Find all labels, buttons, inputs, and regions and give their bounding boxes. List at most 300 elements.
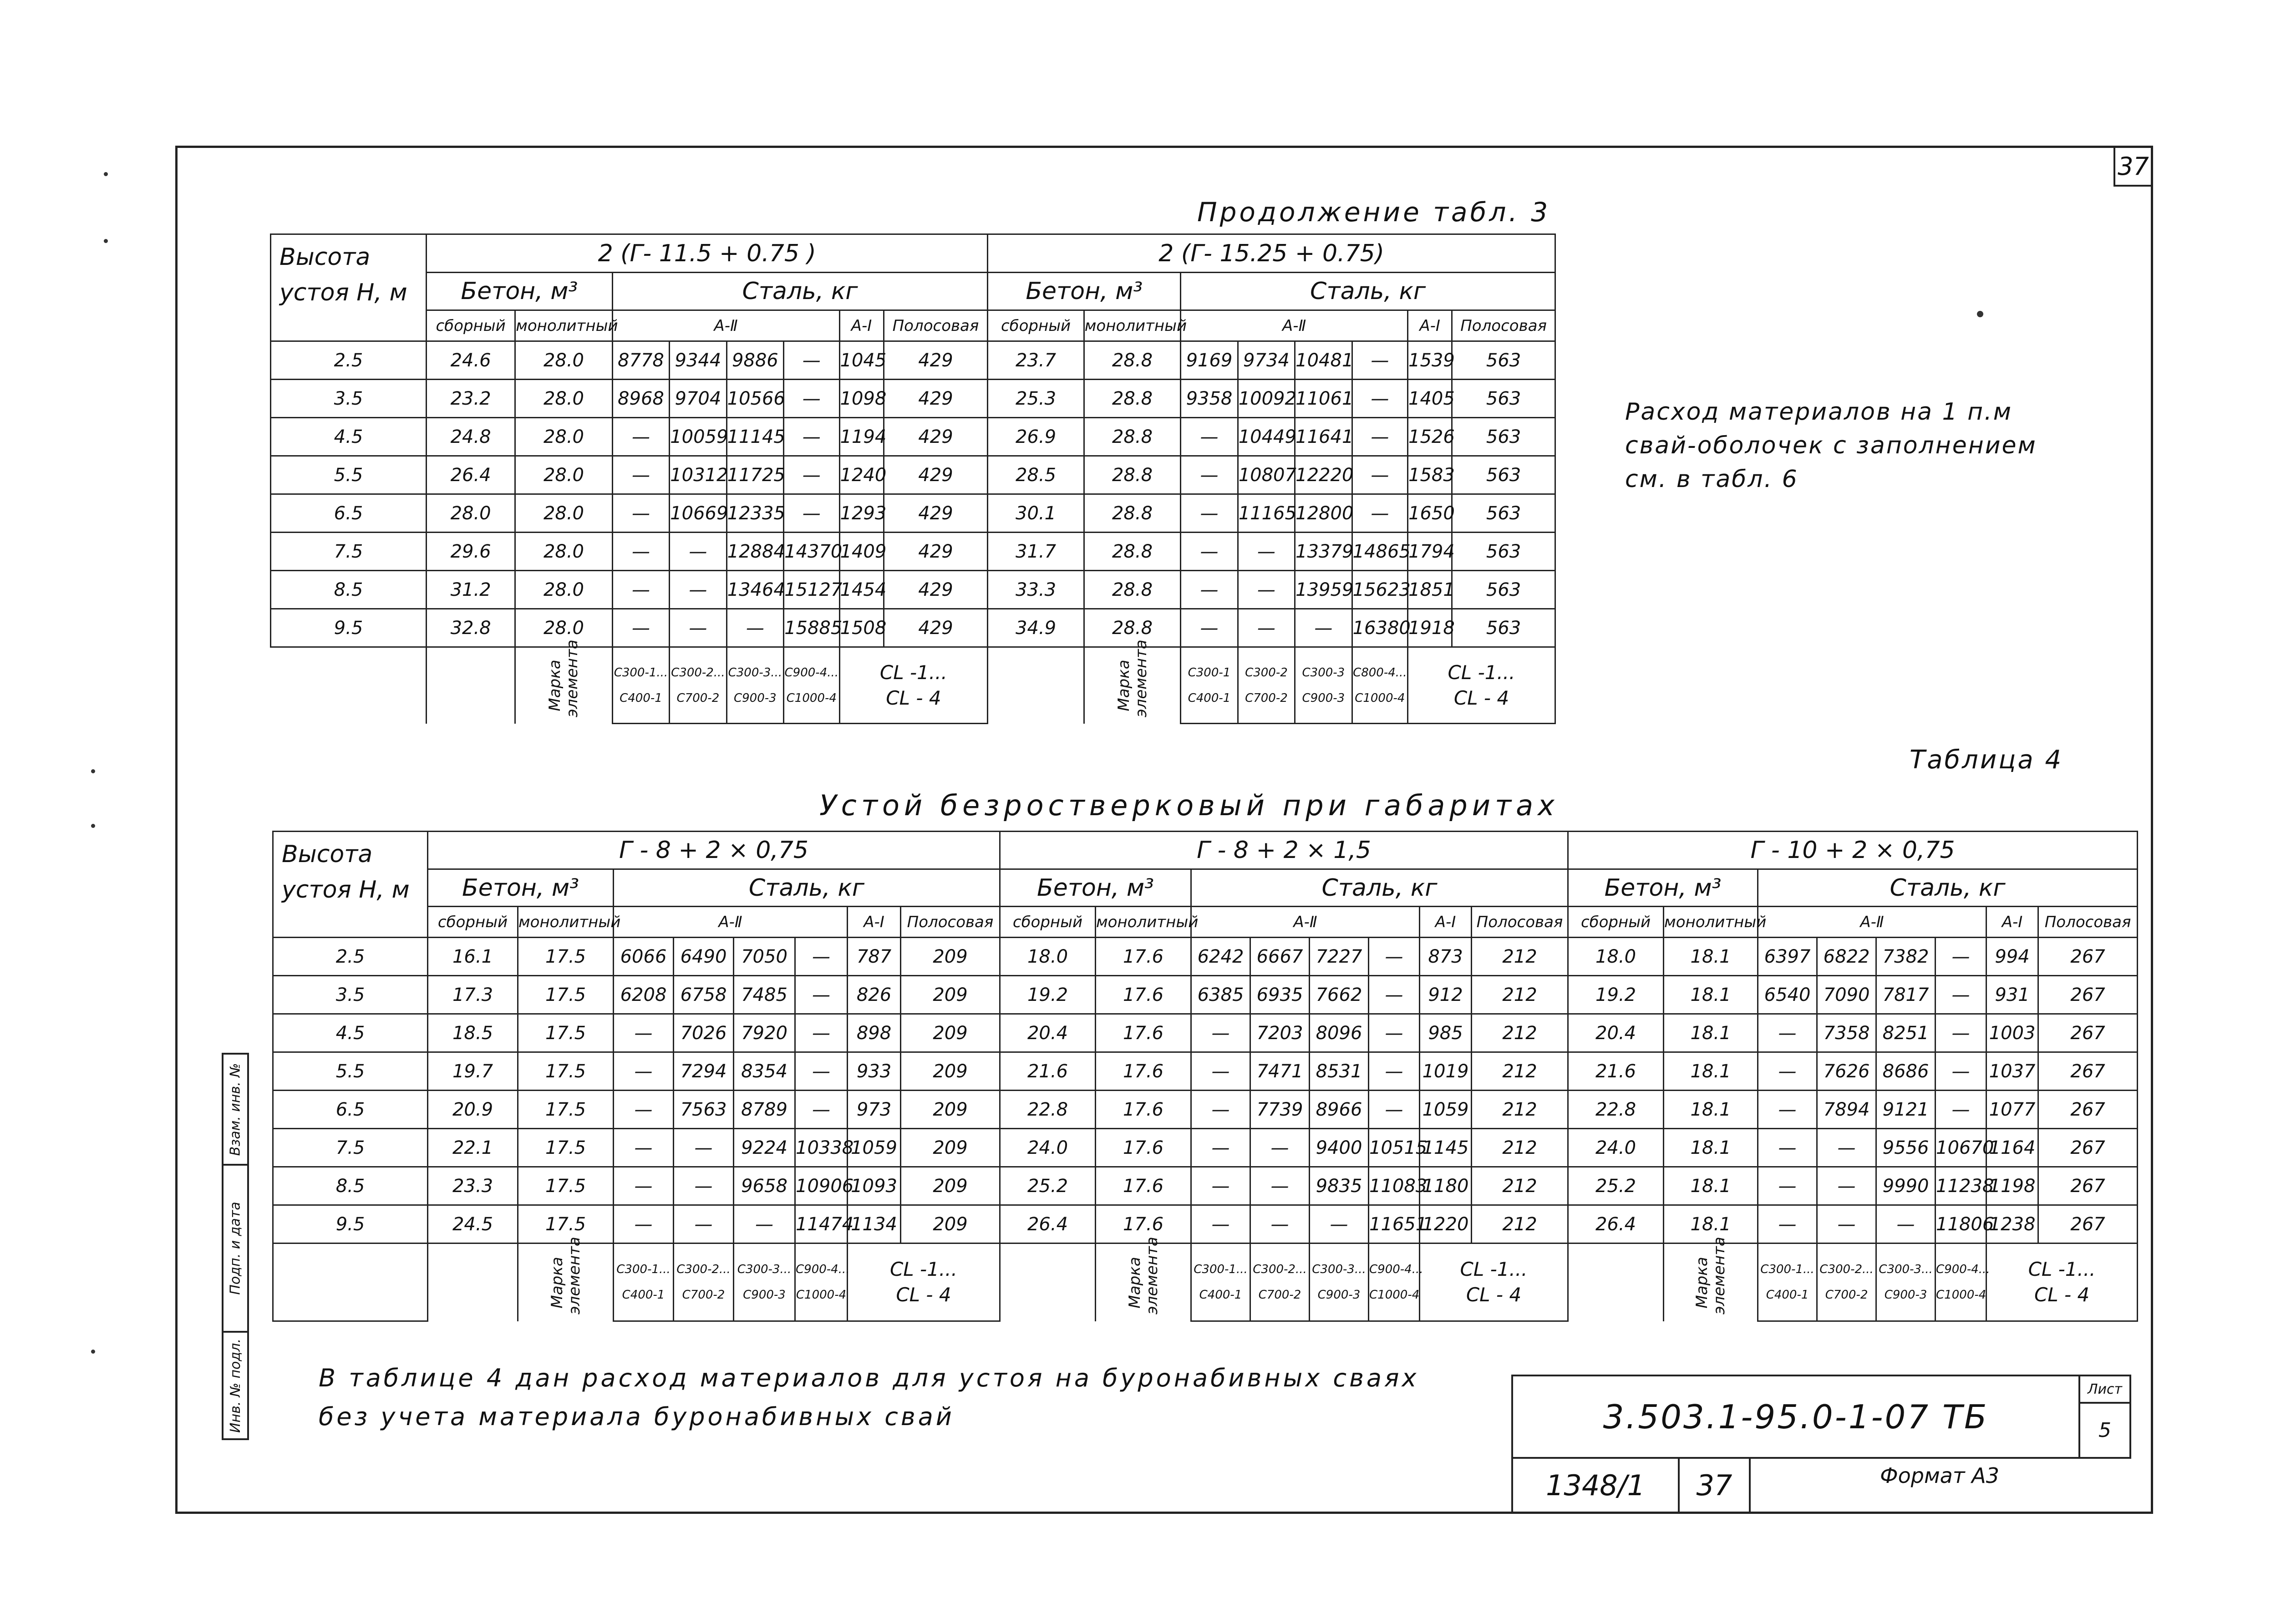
table4-mark-2: С300-3... С900-3 (1310, 1243, 1369, 1321)
table4-value-cell: — (1369, 976, 1420, 1014)
table4-title: Устой безростверковый при габаритах (819, 789, 1559, 822)
page-number: 37 (1678, 1457, 1751, 1514)
table3-polos-1: Полосовая (884, 310, 988, 341)
table4-polos-3: Полосовая (2038, 907, 2138, 938)
side-note (1625, 395, 2037, 496)
table3-value-cell: — (612, 533, 669, 571)
table4-group1: Г - 8 + 2 × 0,75 (428, 832, 1000, 869)
table4-value-cell: — (674, 1129, 734, 1167)
table3-height-cell: 8.5 (271, 571, 427, 609)
table4-value-cell: 17.6 (1096, 1129, 1191, 1167)
table3-row (271, 380, 1555, 418)
table3-height-cell: 6.5 (271, 494, 427, 533)
table3-value-cell: — (784, 456, 839, 494)
table4-value-cell: 1003 (1986, 1014, 2038, 1052)
table3-sborny-1: сборный (426, 310, 515, 341)
table3-caption: Продолжение табл. 3 (1197, 197, 1551, 228)
table4-value-cell: 7920 (734, 1014, 795, 1052)
table4-value-cell: 23.3 (428, 1167, 518, 1205)
table4-value-cell: 7894 (1817, 1091, 1876, 1129)
table3-value-cell: 26.4 (426, 456, 515, 494)
table3-height-cell: 3.5 (271, 380, 427, 418)
table4-value-cell: — (1758, 1014, 1817, 1052)
table3-value-cell: 429 (884, 456, 988, 494)
table4-value-cell: — (1191, 1205, 1250, 1243)
table4-value-cell: — (1936, 1091, 1986, 1129)
table4-sborny-2: сборный (1000, 907, 1096, 938)
table4-value-cell: 1145 (1420, 1129, 1472, 1167)
table3-value-cell: 9734 (1238, 341, 1295, 380)
table4-value-cell: 18.1 (1664, 1052, 1758, 1091)
table4-value-cell: 267 (2038, 1091, 2138, 1129)
table4-value-cell: 1059 (848, 1129, 901, 1167)
table4-value-cell: 17.6 (1096, 938, 1191, 976)
table3-value-cell: — (1181, 609, 1238, 647)
table3-value-cell: 429 (884, 494, 988, 533)
table4-value-cell: — (614, 1052, 674, 1091)
table4-value-cell: 912 (1420, 976, 1472, 1014)
table4-value-cell: 973 (848, 1091, 901, 1129)
table4-value-cell: 7471 (1250, 1052, 1310, 1091)
table4-value-cell: 1238 (1986, 1205, 2038, 1243)
table3-value-cell: 12335 (726, 494, 783, 533)
table4-value-cell: 6066 (614, 938, 674, 976)
table4-value-cell: 19.7 (428, 1052, 518, 1091)
footnote-line: В таблице 4 дан расход материалов для устоя на буронабивных сваях (319, 1364, 1419, 1392)
table4-value-cell: — (674, 1167, 734, 1205)
footnote (319, 1359, 1419, 1436)
table3-value-cell: 28.0 (515, 609, 612, 647)
table4-value-cell: 7203 (1250, 1014, 1310, 1052)
table4-value-cell: 212 (1472, 1091, 1568, 1129)
table4-value-cell: 209 (901, 1052, 1000, 1091)
table4-value-cell: 17.5 (518, 1167, 614, 1205)
table3-value-cell: — (1181, 418, 1238, 456)
table3-value-cell: — (1181, 456, 1238, 494)
table4-value-cell: 18.1 (1664, 1129, 1758, 1167)
table3-value-cell: 563 (1452, 380, 1555, 418)
table4-value-cell: 17.5 (518, 976, 614, 1014)
table4-row (273, 1205, 2138, 1243)
table4-value-cell: — (614, 1205, 674, 1243)
scan-speck (91, 824, 95, 828)
table3-value-cell: 10481 (1295, 341, 1352, 380)
table3-row (271, 341, 1555, 380)
table3-value-cell: 9886 (726, 341, 783, 380)
table4-value-cell: 9835 (1310, 1167, 1369, 1205)
table3-value-cell: 13379 (1295, 533, 1352, 571)
table4-value-cell: 209 (901, 938, 1000, 976)
table4-stal-3: Сталь, кг (1758, 869, 2138, 907)
table4-value-cell: 6758 (674, 976, 734, 1014)
table4-mark-2: С900-4... С1000-4 (1369, 1243, 1420, 1321)
table3-value-cell: 16380 (1352, 609, 1407, 647)
table3-beton-2: Бетон, м³ (988, 273, 1181, 310)
table4-value-cell: 7739 (1250, 1091, 1310, 1129)
table4-value-cell: 994 (1986, 938, 2038, 976)
table3-value-cell: 33.3 (988, 571, 1084, 609)
table4-value-cell: 7294 (674, 1052, 734, 1091)
table3-monolit-2: монолитный (1084, 310, 1180, 341)
table3-value-cell: — (1352, 494, 1407, 533)
table4-mark: С900-4... С1000-4 (795, 1243, 848, 1321)
table4-value-cell: 18.1 (1664, 938, 1758, 976)
table4-value-cell: — (1758, 1052, 1817, 1091)
table4-a2-3: А-Ⅱ (1758, 907, 1986, 938)
table4-value-cell: 8686 (1876, 1052, 1936, 1091)
table4-height-cell: 2.5 (273, 938, 428, 976)
table4-value-cell: 17.5 (518, 1014, 614, 1052)
table4-value-cell: 11806 (1936, 1205, 1986, 1243)
table4-value-cell: 24.5 (428, 1205, 518, 1243)
table3-value-cell: 10566 (726, 380, 783, 418)
table3-value-cell: — (1181, 571, 1238, 609)
table3-row (271, 494, 1555, 533)
table3-a2-2: А-Ⅱ (1181, 310, 1408, 341)
table4-value-cell: — (1191, 1014, 1250, 1052)
table4-value-cell: — (795, 1014, 848, 1052)
table3-mark-2: С300-2 С700-2 (1238, 647, 1295, 724)
table3-value-cell: 1583 (1408, 456, 1452, 494)
table4-marka-3: Марка элемента (1693, 1237, 1729, 1314)
table3-value-cell: 9704 (670, 380, 726, 418)
table3-value-cell: 26.9 (988, 418, 1084, 456)
table4-value-cell: 267 (2038, 1129, 2138, 1167)
table4-stal-1: Сталь, кг (614, 869, 1000, 907)
table3-mark-2: С300-3 С900-3 (1295, 647, 1352, 724)
table4-value-cell: — (674, 1205, 734, 1243)
table4-value-cell: 7485 (734, 976, 795, 1014)
table4-value-cell: 212 (1472, 1052, 1568, 1091)
table4-polos-1: Полосовая (901, 907, 1000, 938)
table4-row (273, 976, 2138, 1014)
table4-height-cell: 7.5 (273, 1129, 428, 1167)
table3-value-cell: 429 (884, 571, 988, 609)
table3-value-cell: 1194 (839, 418, 884, 456)
table3-value-cell: 563 (1452, 533, 1555, 571)
table3-value-cell: 28.8 (1084, 494, 1180, 533)
table4-value-cell: — (1936, 1014, 1986, 1052)
table4-value-cell: 11083 (1369, 1167, 1420, 1205)
table4-value-cell: 25.2 (1000, 1167, 1096, 1205)
sheet-number: 37 (2113, 146, 2153, 187)
table4-value-cell: 8354 (734, 1052, 795, 1091)
table4-value-cell: 985 (1420, 1014, 1472, 1052)
table4-value-cell: 7050 (734, 938, 795, 976)
table3-height-cell: 2.5 (271, 341, 427, 380)
table4-value-cell: — (1191, 1091, 1250, 1129)
table4-value-cell: 9658 (734, 1167, 795, 1205)
table4-value-cell: 267 (2038, 1052, 2138, 1091)
table4-value-cell: 17.5 (518, 1091, 614, 1129)
table4-a1-2: А-Ⅰ (1420, 907, 1472, 938)
table4-value-cell: — (1369, 938, 1420, 976)
table4-value-cell: — (1758, 1205, 1817, 1243)
table3-group2: 2 (Г- 15.25 + 0.75) (988, 234, 1555, 273)
table4-value-cell: 22.8 (1568, 1091, 1664, 1129)
table4-value-cell: — (795, 1091, 848, 1129)
table4-cl-3: CL -1... CL - 4 (1986, 1243, 2138, 1321)
table3-value-cell: — (1181, 533, 1238, 571)
table4-value-cell: 25.2 (1568, 1167, 1664, 1205)
table3-value-cell: 563 (1452, 456, 1555, 494)
table3-value-cell: 429 (884, 533, 988, 571)
table4-cl: CL -1... CL - 4 (848, 1243, 1000, 1321)
table3-value-cell: 30.1 (988, 494, 1084, 533)
table4-value-cell: 1134 (848, 1205, 901, 1243)
table3-value-cell: 28.8 (1084, 418, 1180, 456)
table3-value-cell: 563 (1452, 341, 1555, 380)
table3-value-cell: — (1352, 380, 1407, 418)
table4-value-cell: 10906 (795, 1167, 848, 1205)
table4-value-cell: — (1191, 1052, 1250, 1091)
table4-a2-2: А-Ⅱ (1191, 907, 1420, 938)
table4-value-cell: 19.2 (1568, 976, 1664, 1014)
table4-value-cell: 933 (848, 1052, 901, 1091)
table4-marka: Марка элемента (548, 1237, 584, 1314)
table4-value-cell: 7090 (1817, 976, 1876, 1014)
table4-value-cell: 26.4 (1568, 1205, 1664, 1243)
table4-value-cell: 898 (848, 1014, 901, 1052)
table4-value-cell: 22.8 (1000, 1091, 1096, 1129)
table4-value-cell: 20.9 (428, 1091, 518, 1129)
table4-value-cell: 24.0 (1000, 1129, 1096, 1167)
table3-row (271, 571, 1555, 609)
table3-marka-2: Марка элемента (1114, 639, 1150, 718)
table4-value-cell: 826 (848, 976, 901, 1014)
table3-value-cell: 1045 (839, 341, 884, 380)
table3-value-cell: 429 (884, 341, 988, 380)
table4-value-cell: — (1369, 1014, 1420, 1052)
side-stamp-podp: Подп. и дата (222, 1164, 249, 1333)
table3-value-cell: 429 (884, 380, 988, 418)
table3-value-cell: 15623 (1352, 571, 1407, 609)
table4-value-cell: 20.4 (1568, 1014, 1664, 1052)
table3-value-cell: — (784, 380, 839, 418)
table3-value-cell: 28.0 (515, 571, 612, 609)
table4-value-cell: 17.6 (1096, 1205, 1191, 1243)
table3-value-cell: 12800 (1295, 494, 1352, 533)
table3-value-cell: — (670, 571, 726, 609)
table3-value-cell: 1098 (839, 380, 884, 418)
table4-value-cell: 17.6 (1096, 1052, 1191, 1091)
table4-row (273, 1052, 2138, 1091)
footnote-line: без учета материала буронабивных свай (319, 1402, 955, 1431)
table4-a2-1: А-Ⅱ (614, 907, 848, 938)
table4-value-cell: — (1876, 1205, 1936, 1243)
table4-empty-cell (273, 1243, 428, 1321)
scan-speck (104, 239, 108, 243)
table3-value-cell: 28.8 (1084, 533, 1180, 571)
table4-value-cell: 18.1 (1664, 976, 1758, 1014)
table3-value-cell: — (784, 418, 839, 456)
table4-mark-3: С300-1... С400-1 (1758, 1243, 1817, 1321)
table4-value-cell: 19.2 (1000, 976, 1096, 1014)
side-stamp-vzam: Взам. инв. № (222, 1053, 249, 1166)
table4-value-cell: 209 (901, 976, 1000, 1014)
table4-value-cell: 8096 (1310, 1014, 1369, 1052)
table3-value-cell: 28.5 (988, 456, 1084, 494)
table3-value-cell: 28.8 (1084, 456, 1180, 494)
table4-value-cell: 7382 (1876, 938, 1936, 976)
scan-speck (91, 769, 95, 773)
table3-value-cell: 25.3 (988, 380, 1084, 418)
table3-value-cell: — (1181, 494, 1238, 533)
table3-value-cell: 32.8 (426, 609, 515, 647)
table3-value-cell: 28.0 (515, 380, 612, 418)
table4-monolit-2: монолитный (1096, 907, 1191, 938)
table4-value-cell: 267 (2038, 976, 2138, 1014)
list-label: Лист (2078, 1375, 2131, 1404)
table4-value-cell: 18.1 (1664, 1091, 1758, 1129)
table3-value-cell: 1508 (839, 609, 884, 647)
table3-value-cell: 23.7 (988, 341, 1084, 380)
table4-a1-3: А-Ⅰ (1986, 907, 2038, 938)
table4-value-cell: 787 (848, 938, 901, 976)
table4-value-cell: 7026 (674, 1014, 734, 1052)
table4-value-cell: — (1936, 938, 1986, 976)
table4-value-cell: — (734, 1205, 795, 1243)
table3-value-cell: 1454 (839, 571, 884, 609)
table3-value-cell: 28.0 (515, 418, 612, 456)
table4-mark-2: С300-2... С700-2 (1250, 1243, 1310, 1321)
table3-value-cell: 28.0 (515, 456, 612, 494)
table4-value-cell: 18.1 (1664, 1167, 1758, 1205)
table3-value-cell: 28.8 (1084, 609, 1180, 647)
table4-value-cell: 18.0 (1568, 938, 1664, 976)
table3-value-cell: 563 (1452, 494, 1555, 533)
table4-value-cell: 10338 (795, 1129, 848, 1167)
table3-value-cell: 9169 (1181, 341, 1238, 380)
table3-value-cell: 9358 (1181, 380, 1238, 418)
table4-value-cell: 212 (1472, 1205, 1568, 1243)
table3-value-cell: 11165 (1238, 494, 1295, 533)
table4-height-header: Высота устоя Н, м (273, 832, 428, 938)
table4-value-cell: — (1817, 1167, 1876, 1205)
table3-row (271, 456, 1555, 494)
table4-beton-3: Бетон, м³ (1568, 869, 1758, 907)
table4-value-cell: 20.4 (1000, 1014, 1096, 1052)
table3-value-cell: 10059 (670, 418, 726, 456)
table3-mark: С300-1... С400-1 (612, 647, 669, 724)
inventory-number: 1348/1 (1511, 1457, 1680, 1514)
table3-polos-2: Полосовая (1452, 310, 1555, 341)
table4-value-cell: — (1310, 1205, 1369, 1243)
table4 (272, 831, 2138, 1322)
table4-value-cell: 10515 (1369, 1129, 1420, 1167)
table4-row (273, 1014, 2138, 1052)
table3-group1: 2 (Г- 11.5 + 0.75 ) (426, 234, 987, 273)
table4-mark: С300-2... С700-2 (674, 1243, 734, 1321)
table4-polos-2: Полосовая (1472, 907, 1568, 938)
table4-value-cell: 267 (2038, 1014, 2138, 1052)
table4-value-cell: — (1936, 1052, 1986, 1091)
table4-row (273, 1091, 2138, 1129)
table4-marka-cell-3 (1664, 1237, 1758, 1321)
table4-value-cell: 6208 (614, 976, 674, 1014)
table3-value-cell: 28.0 (515, 533, 612, 571)
table4-mark-3: С900-4... С1000-4 (1936, 1243, 1986, 1321)
table3-height-cell: 4.5 (271, 418, 427, 456)
table3-value-cell: 10807 (1238, 456, 1295, 494)
table4-value-cell: 212 (1472, 1167, 1568, 1205)
table4-value-cell: 873 (1420, 938, 1472, 976)
table3-value-cell: 31.7 (988, 533, 1084, 571)
table3-value-cell: 1794 (1408, 533, 1452, 571)
table4-value-cell: 7563 (674, 1091, 734, 1129)
table4-value-cell: — (1758, 1167, 1817, 1205)
scan-speck (91, 1350, 95, 1354)
table4-value-cell: 17.5 (518, 938, 614, 976)
table3 (270, 233, 1556, 724)
table4-value-cell: 209 (901, 1205, 1000, 1243)
table3-value-cell: 14370 (784, 533, 839, 571)
table3-value-cell: 11061 (1295, 380, 1352, 418)
table4-value-cell: 6490 (674, 938, 734, 976)
table3-value-cell: — (784, 341, 839, 380)
table4-value-cell: 17.6 (1096, 976, 1191, 1014)
table3-value-cell: 28.0 (515, 494, 612, 533)
table4-value-cell: 17.5 (518, 1052, 614, 1091)
table4-value-cell: — (614, 1167, 674, 1205)
side-note-line: см. в табл. 6 (1625, 466, 1798, 493)
table4-value-cell: 18.1 (1664, 1014, 1758, 1052)
table3-value-cell: 8778 (612, 341, 669, 380)
table3-value-cell: — (784, 494, 839, 533)
table3-mark-2: С800-4... С1000-4 (1352, 647, 1407, 724)
table3-height-cell: 9.5 (271, 609, 427, 647)
table4-height-cell: 4.5 (273, 1014, 428, 1052)
table4-marka-cell-2 (1096, 1237, 1191, 1321)
table3-value-cell: — (1352, 341, 1407, 380)
table3-value-cell: 11145 (726, 418, 783, 456)
table3-height-header: Высота устоя Н, м (271, 234, 427, 341)
table4-value-cell: — (1191, 1129, 1250, 1167)
table3-value-cell: 10669 (670, 494, 726, 533)
table4-value-cell: — (1817, 1205, 1876, 1243)
table3-value-cell: 11641 (1295, 418, 1352, 456)
table4-height-cell: 5.5 (273, 1052, 428, 1091)
table4-mark-3: С300-2... С700-2 (1817, 1243, 1876, 1321)
table4-value-cell: — (1250, 1167, 1310, 1205)
table3-value-cell: 31.2 (426, 571, 515, 609)
table3-value-cell: 1405 (1408, 380, 1452, 418)
table3-value-cell: 12884 (726, 533, 783, 571)
side-note-line: Расход материалов на 1 п.м (1625, 398, 2012, 426)
table3-value-cell: 13464 (726, 571, 783, 609)
table4-value-cell: 7358 (1817, 1014, 1876, 1052)
table4-label: Таблица 4 (1910, 745, 2063, 775)
table4-value-cell: 267 (2038, 938, 2138, 976)
table4-value-cell: 1077 (1986, 1091, 2038, 1129)
table4-value-cell: 1037 (1986, 1052, 2038, 1091)
table4-value-cell: 212 (1472, 1129, 1568, 1167)
table4-value-cell: 6667 (1250, 938, 1310, 976)
table4-value-cell: 1093 (848, 1167, 901, 1205)
table4-value-cell: 209 (901, 1167, 1000, 1205)
table3-value-cell: 1851 (1408, 571, 1452, 609)
table4-value-cell: 18.1 (1664, 1205, 1758, 1243)
table3-beton-1: Бетон, м³ (426, 273, 612, 310)
table4-value-cell: — (1191, 1167, 1250, 1205)
table4-mark: С300-1... С400-1 (614, 1243, 674, 1321)
table3-value-cell: — (1352, 456, 1407, 494)
table4-value-cell: 6822 (1817, 938, 1876, 976)
table3-value-cell: 29.6 (426, 533, 515, 571)
table3-value-cell: 1539 (1408, 341, 1452, 380)
table4-value-cell: — (1817, 1129, 1876, 1167)
table3-marka-cell-2 (1084, 639, 1180, 724)
